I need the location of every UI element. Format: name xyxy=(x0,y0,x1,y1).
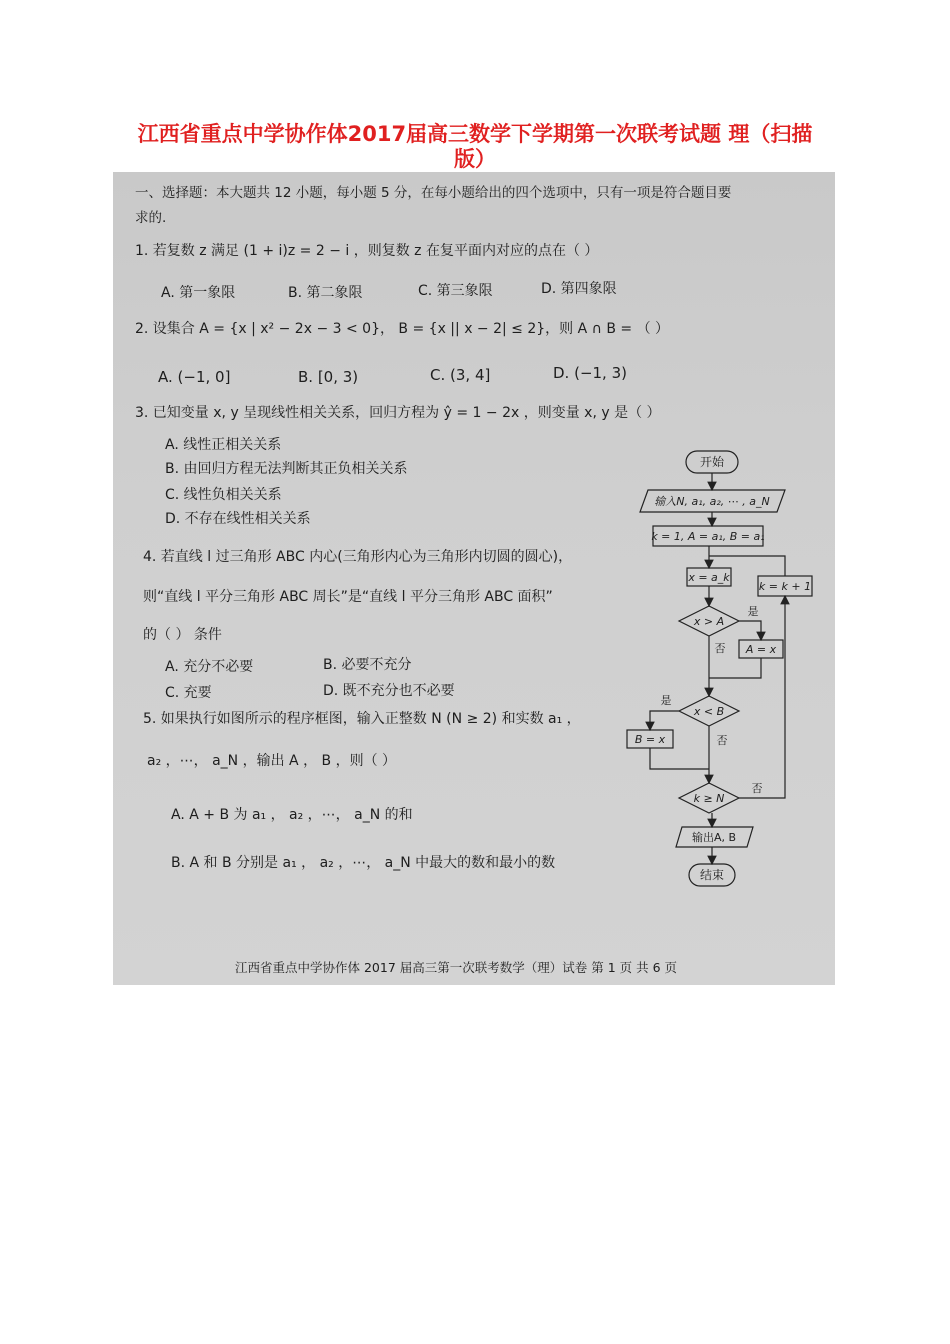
question-3-option-a: A. 线性正相关关系 xyxy=(165,437,282,453)
flow-yes-2-label: 是 xyxy=(660,694,672,707)
question-2-option-a: A. (−1, 0] xyxy=(158,368,231,386)
flow-start-label: 开始 xyxy=(699,455,725,469)
question-2-option-d: D. (−1, 3) xyxy=(553,364,627,382)
flow-no-2-label: 否 xyxy=(716,734,728,747)
question-1-option-a: A. 第一象限 xyxy=(161,285,236,301)
question-3-option-d: D. 不存在线性相关关系 xyxy=(165,511,311,527)
question-4-option-d: D. 既不充分也不必要 xyxy=(323,683,455,699)
page-footer: 江西省重点中学协作体 2017 届高三第一次联考数学（理）试卷 第 1 页 共 6 页 xyxy=(235,960,678,975)
question-2-option-c: C. (3, 4] xyxy=(430,366,491,384)
question-5-option-a: A. A + B 为 a₁ ， a₂ ，⋯， a_N 的和 xyxy=(171,807,413,823)
question-1-option-d: D. 第四象限 xyxy=(541,281,617,297)
flow-increment-label: k = k + 1 xyxy=(758,580,812,593)
flow-cond-lt-label: x < B xyxy=(693,705,725,718)
document-title-line-2: 版） xyxy=(454,147,496,171)
question-4-stem-line-2: 则“直线 l 平分三角形 ABC 周长”是“直线 l 平分三角形 ABC 面积” xyxy=(143,589,553,605)
question-1-option-b: B. 第二象限 xyxy=(288,285,363,301)
flow-cond-gt-label: x > A xyxy=(693,615,725,628)
flow-no-3-label: 否 xyxy=(751,782,763,795)
flow-output-label: 输出A, B xyxy=(691,831,737,844)
flow-no-1-label: 否 xyxy=(714,642,726,655)
section-header: 一、选择题：本大题共 12 小题，每小题 5 分，在每小题给出的四个选项中，只有一项是符合题目要 xyxy=(135,185,732,201)
question-4-option-a: A. 充分不必要 xyxy=(165,659,254,675)
question-5-stem-line-1: 5. 如果执行如图所示的程序框图，输入正整数 N (N ≥ 2) 和实数 a₁ ， xyxy=(143,711,581,727)
question-3-stem: 3. 已知变量 x, y 呈现线性相关关系，回归方程为 ŷ = 1 − 2x ，则变量 x, y 是（ ） xyxy=(135,405,661,421)
question-4-stem-line-3: 的（ ） 条件 xyxy=(143,627,222,643)
program-flowchart xyxy=(113,172,835,985)
question-3-option-b: B. 由回归方程无法判断其正负相关关系 xyxy=(165,461,408,477)
document-title xyxy=(110,122,840,172)
question-4-option-c: C. 充要 xyxy=(165,685,212,701)
question-1-stem: 1. 若复数 z 满足 (1 + i)z = 2 − i ，则复数 z 在复平面内对应的点在（ ） xyxy=(135,243,599,259)
flow-input-label: 输入N, a₁, a₂, ⋯ , a_N xyxy=(654,495,770,508)
flow-cond-k-label: k ≥ N xyxy=(693,792,725,805)
question-4-stem-line-1: 4. 若直线 l 过三角形 ABC 内心(三角形内心为三角形内切圆的圆心)， xyxy=(143,549,573,565)
flow-set-b-label: B = x xyxy=(634,733,666,746)
scanned-exam-page xyxy=(113,172,835,985)
flow-set-a-label: A = x xyxy=(745,643,777,656)
flow-assign-x-label: x = a_k xyxy=(688,571,730,584)
flow-yes-1-label: 是 xyxy=(747,605,759,618)
flow-end-label: 结束 xyxy=(699,868,725,882)
document-title-line-1: 江西省重点中学协作体2017届高三数学下学期第一次联考试题 理（扫描 xyxy=(137,122,813,146)
question-3-option-c: C. 线性负相关关系 xyxy=(165,487,282,503)
question-2-option-b: B. [0, 3) xyxy=(298,368,359,386)
question-1-option-c: C. 第三象限 xyxy=(418,283,493,299)
section-header-continued: 求的. xyxy=(135,210,167,226)
question-4-option-b: B. 必要不充分 xyxy=(323,657,412,673)
question-5-option-b: B. A 和 B 分别是 a₁ ， a₂ ，⋯， a_N 中最大的数和最小的数 xyxy=(171,855,556,871)
question-5-stem-line-2: a₂ ，⋯， a_N ，输出 A ， B ，则（ ） xyxy=(147,753,397,769)
question-2-stem: 2. 设集合 A = {x | x² − 2x − 3 < 0}， B = {x || x − 2| ≤ 2}，则 A ∩ B = （ ） xyxy=(135,321,670,337)
flow-init-label: k = 1, A = a₁, B = a₁ xyxy=(651,530,765,543)
